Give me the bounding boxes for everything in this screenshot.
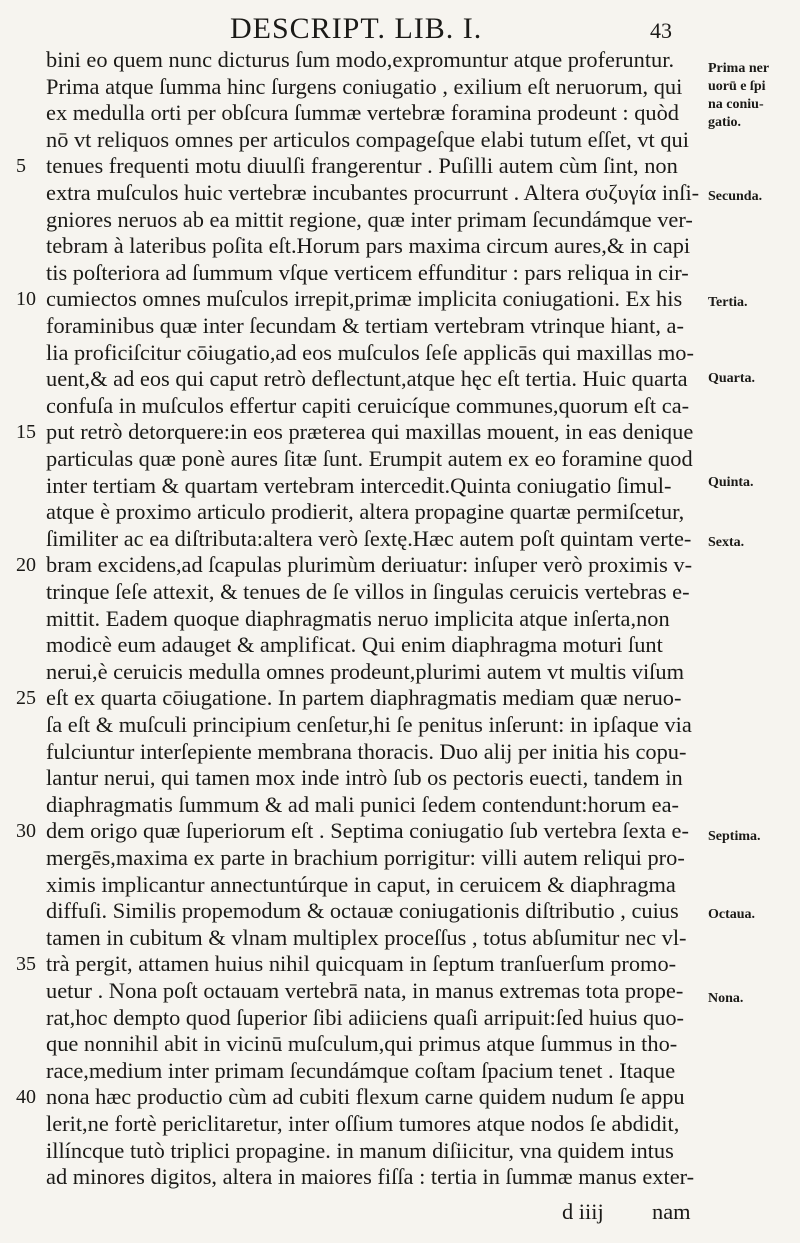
text-line: tis poſteriora ad ſummum vſque verticem effunditur : pars reliqua in cir- <box>46 259 689 285</box>
text-line: ad minores digitos, altera in maiores fiſſa : tertia in ſummæ manus exter- <box>46 1164 695 1190</box>
text-line: particulas quæ ponè aures ſitæ ſunt. Erumpit autem ex eo foramine quod <box>46 446 693 471</box>
margin-note: Quarta. <box>708 371 756 386</box>
margin-note: Nona. <box>708 991 744 1006</box>
margin-note: Sexta. <box>708 535 745 550</box>
text-line: dem origo quæ ſuperiorum eſt . Septima coniugatio ſub vertebra ſexta e- <box>46 818 689 844</box>
text-line: lia proficiſcitur cōiugatio,ad eos muſculos ſeſe applicās qui maxillas mo- <box>46 339 694 365</box>
text-line: tamen in cubitum & vlnam multiplex proceſſus , totus abſumitur nec vl- <box>46 924 687 950</box>
text-line: uent,& ad eos qui caput retrò deflectunt,atque hęc eſt tertia. Huic quarta <box>46 366 688 392</box>
text-line: trà pergit, attamen huius nihil quicquam in ſeptum tranſuerſum promo- <box>46 951 677 977</box>
text-line: extra muſculos huic vertebræ incubantes procurrunt . Altera συζυγία inſi- <box>46 180 700 205</box>
text-line: lantur nerui, qui tamen mox inde intrò ſub os pectoris euecti, tandem in <box>46 765 683 791</box>
text-line: ſa eſt & muſculi principium cenſetur,hi ſe penitus inſerunt: in ipſaque via <box>46 712 692 737</box>
margin-note: na coniu- <box>708 97 764 112</box>
margin-note: Septima. <box>708 829 761 844</box>
text-line: bini eo quem nunc dicturus ſum modo,expromuntur atque proferuntur. <box>46 47 675 72</box>
page-number: 43 <box>650 18 672 43</box>
line-number: 15 <box>16 421 36 444</box>
margin-note: Octaua. <box>708 907 756 922</box>
text-line: illíncque tutò triplici propagine. in manum diſiicitur, vna quidem intus <box>46 1137 674 1163</box>
text-line: tenues frequenti motu diuulſi frangerentur . Puſilli autem cùm ſint, non <box>46 153 678 179</box>
text-line: uetur . Nona poſt octauam vertebrā nata, in manus extremas tota prope- <box>46 978 684 1003</box>
text-line: foraminibus quæ inter ſecundam & tertiam vertebram vtrinque hiant, a- <box>46 313 684 338</box>
text-line: put retrò detorquere:in eos præterea qui maxillas mouent, in eas denique <box>46 419 694 445</box>
running-head <box>230 12 700 48</box>
line-number: 30 <box>16 820 36 843</box>
margin-note: Quinta. <box>708 475 754 490</box>
line-number: 35 <box>16 953 36 976</box>
text-line: gniores neruos ab ea mittit regione, quæ inter primam ſecundámque ver- <box>46 206 693 232</box>
text-line: eſt ex quarta cōiugatione. In partem diaphragmatis mediam quæ neruo- <box>46 685 682 711</box>
text-line: mergēs,maxima ex parte in brachium porrigitur: villi autem reliqui pro- <box>46 845 685 870</box>
text-line: trinque ſeſe attexit, & tenues de ſe villos in ſingulas ceruicis vertebras e- <box>46 579 690 604</box>
text-line: atque è proximo articulo prodierit, altera propagine quartæ permiſcetur, <box>46 499 685 525</box>
text-line: que nonnihil abit in vicinū muſculum,qui primus atque ſummus in tho- <box>46 1031 678 1057</box>
text-line: nerui,è ceruicis medulla omnes prodeunt,plurimi autem vt multis viſum <box>46 658 685 684</box>
line-number: 10 <box>16 288 36 311</box>
text-line: Prima atque ſumma hinc ſurgens coniugatio , exilium eſt neruorum, qui <box>46 73 683 99</box>
text-line: diaphragmatis ſummum & ad mali punici ſedem contendunt:horum ea- <box>46 791 680 817</box>
text-line: tebram à lateribus poſita eſt.Horum pars maxima circum aures,& in capi <box>46 233 691 259</box>
margin-note: gatio. <box>708 115 742 130</box>
text-line: lerit,ne fortè periclitaretur, inter oſſium tumores atque nodos ſe abdidit, <box>46 1111 680 1136</box>
text-line: nona hæc productio cùm ad cubiti flexum carne quidem nudum ſe appu <box>46 1084 685 1110</box>
text-line: mittit. Eadem quoque diaphragmatis neruo implicita atque inſerta,non <box>46 605 670 631</box>
text-line: rat,hoc dempto quod ſuperior ſibi adiiciens quaſi arripuit:ſed huius quo- <box>46 1004 684 1030</box>
text-line: nō vt reliquos omnes per articulos compageſque elabi tutum eſſet, vt qui <box>46 126 689 152</box>
line-number: 5 <box>16 155 26 178</box>
text-line: confuſa in muſculos effertur capiti ceruicíque communes,quorum eſt ca- <box>46 392 690 418</box>
catchword: nam <box>652 1199 691 1224</box>
text-line: ex medulla orti per obſcura ſummæ vertebræ foramina prodeunt : quòd <box>46 100 679 126</box>
text-line: ximis implicantur annectuntúrque in caput, in ceruicem & diaphragma <box>46 871 676 897</box>
text-line: ſimiliter ac ea diſtributa:altera verò ſextę.Hæc autem poſt quintam verte- <box>46 525 692 551</box>
line-number: 25 <box>16 687 36 710</box>
line-number: 20 <box>16 554 36 577</box>
text-line: cumiectos omnes muſculos irrepit,primæ implicita coniugationi. Ex his <box>46 286 683 312</box>
text-line: diffuſi. Similis propemodum & octauæ coniugationis diſtributio , cuius <box>46 898 679 924</box>
text-line: modicè eum adauget & amplificat. Qui enim diaphragma moturi ſunt <box>46 632 663 658</box>
text-line: fulciuntur interſepiente membrana thoracis. Duo alij per initia his copu- <box>46 738 687 764</box>
margin-note: Secunda. <box>708 189 763 204</box>
running-title: DESCRIPT. LIB. I. <box>230 12 483 45</box>
line-number: 40 <box>16 1086 36 1109</box>
signature-mark: d iiij <box>562 1199 604 1224</box>
margin-note: Tertia. <box>708 295 748 310</box>
margin-note: uorū e ſpi <box>708 79 766 94</box>
text-line: inter tertiam & quartam vertebram intercedit.Quinta coniugatio ſimul- <box>46 472 672 498</box>
text-line: bram excidens,ad ſcapulas plurimùm deriuatur: inſuper verò proximis v- <box>46 552 693 578</box>
margin-note: Prima ner <box>708 61 770 76</box>
text-line: race,medium inter primam ſecundámque coſtam ſpacium tenet . Itaque <box>46 1057 676 1083</box>
